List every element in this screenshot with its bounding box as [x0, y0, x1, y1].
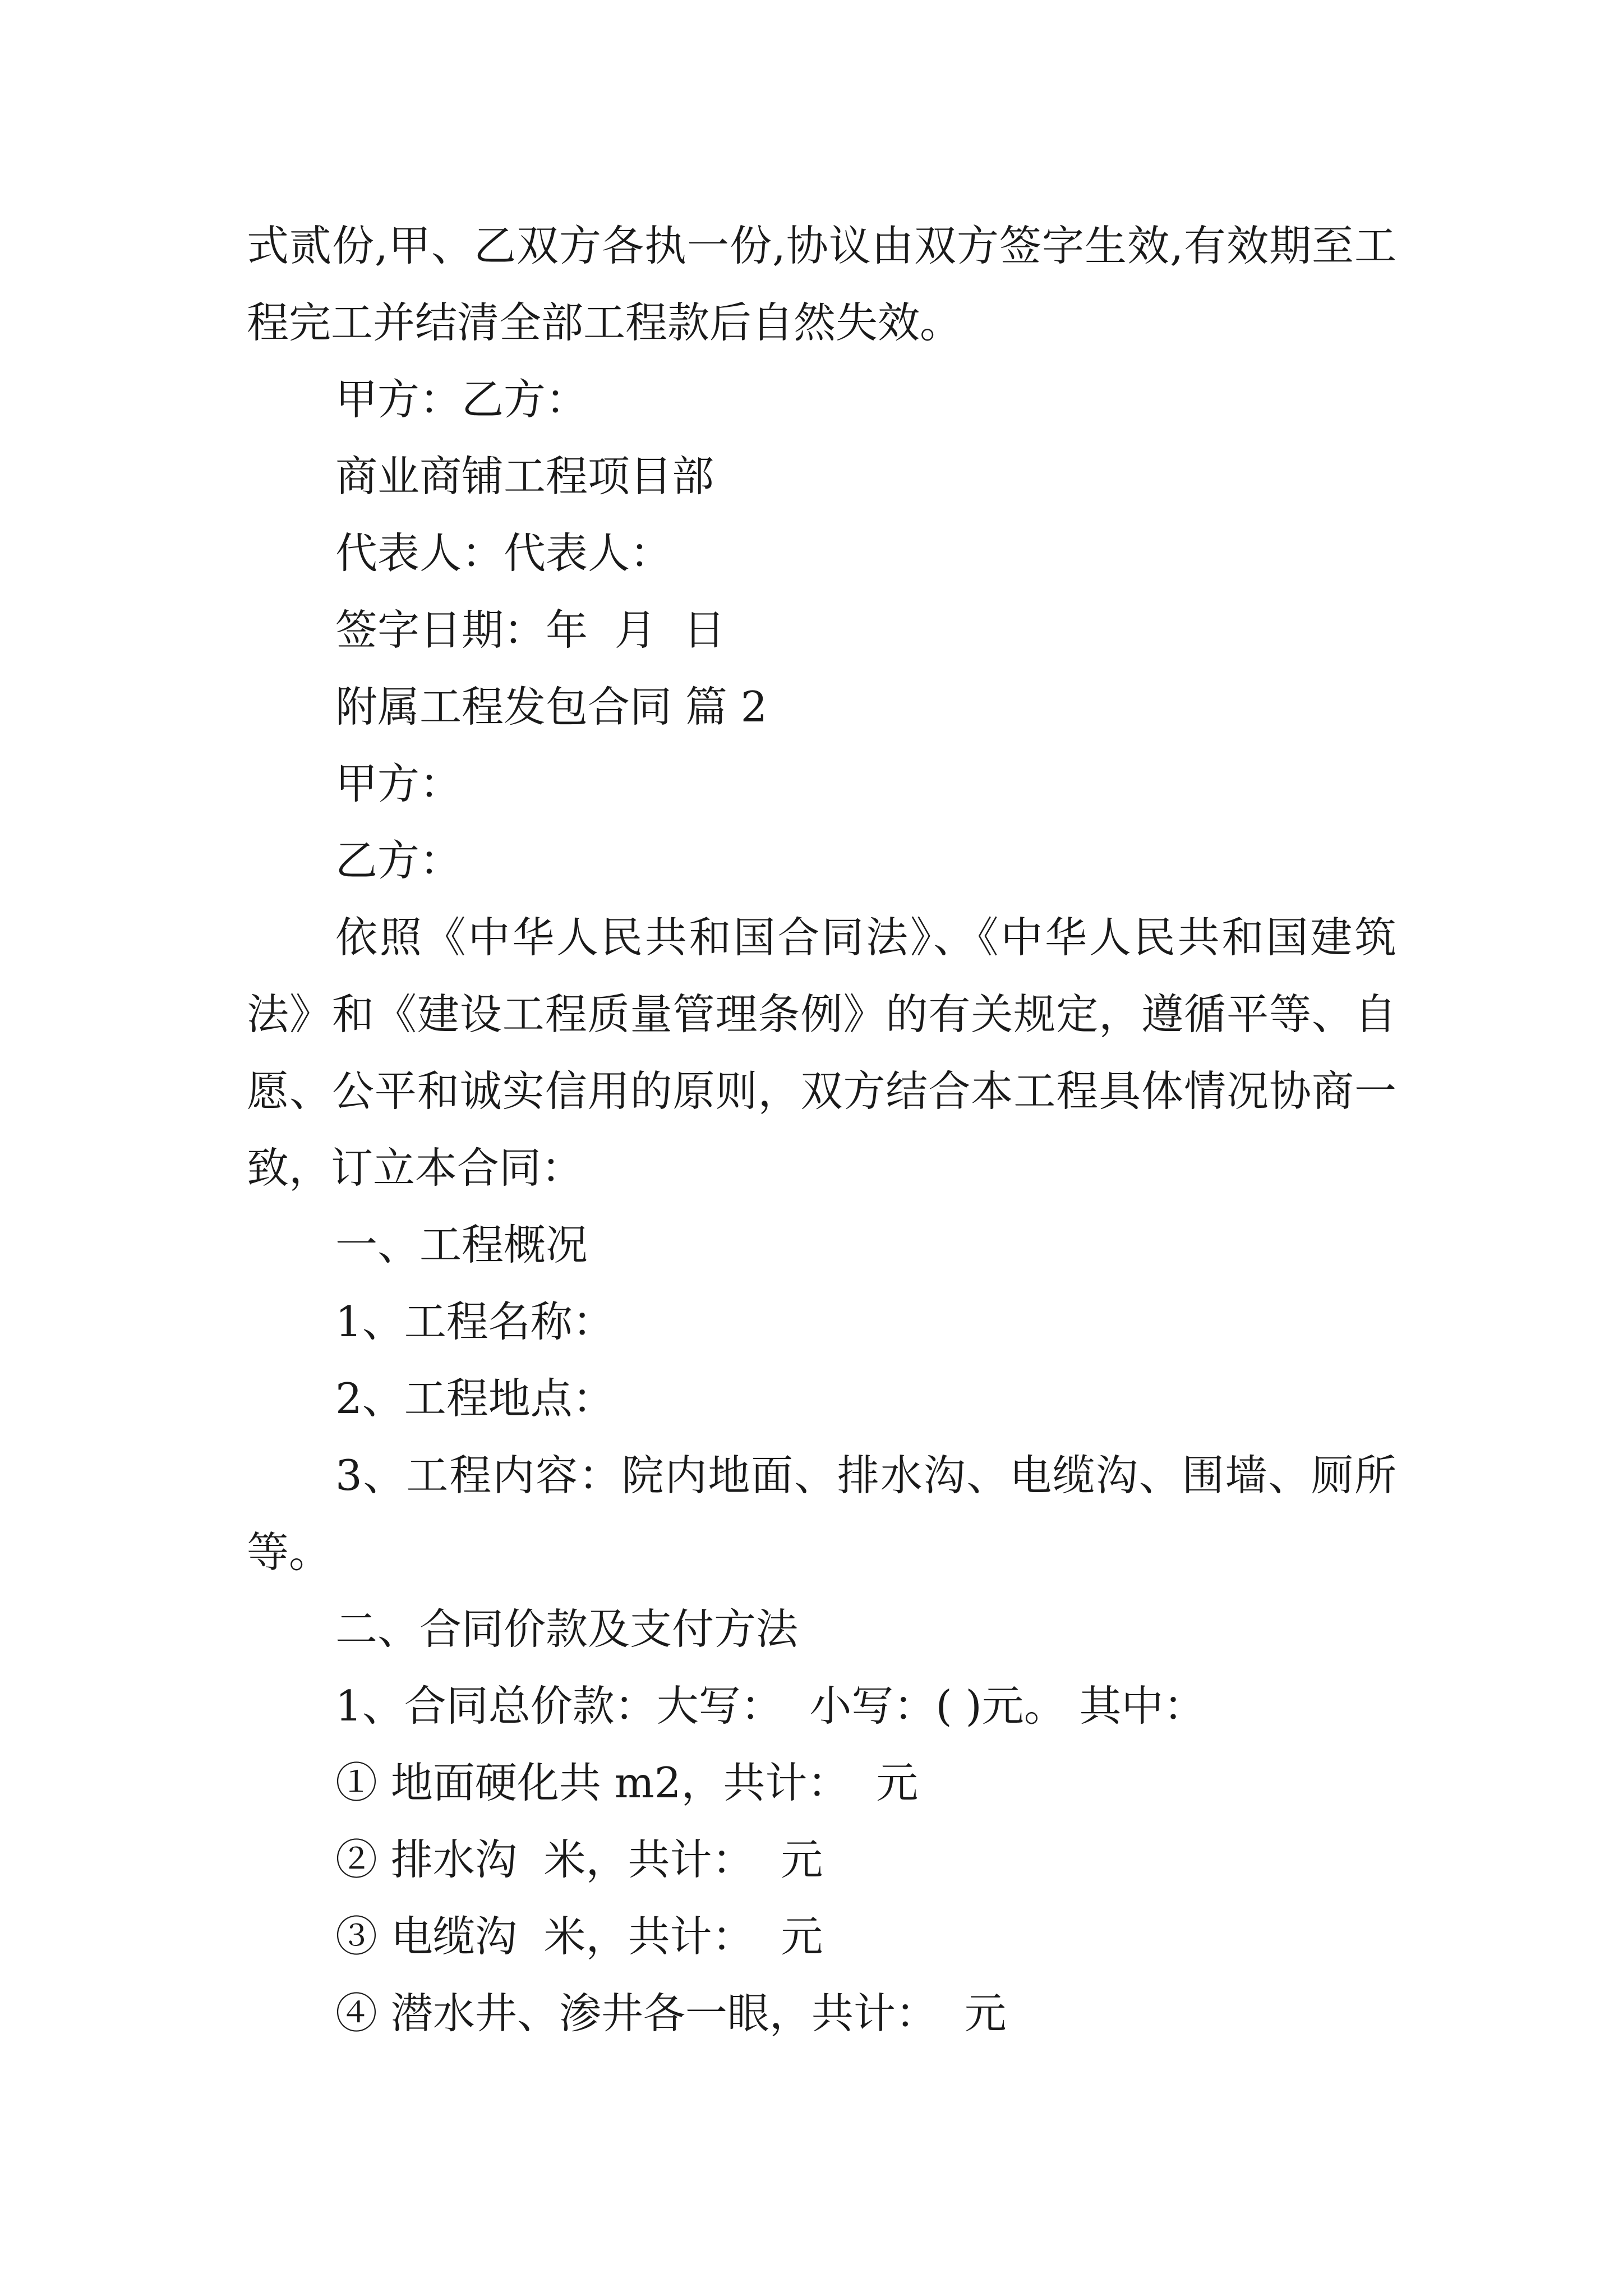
item-project-location: 2、工程地点：	[335, 1374, 615, 1423]
continuation-paragraph: 式贰份,甲、乙双方各执一份,协议由双方签字生效,有效期至工程完工并结清全部工程款后自然失效。	[247, 221, 1396, 347]
representative-line: 代表人：代表人：	[335, 528, 672, 578]
item-project-content: 3、工程内容：院内地面、排水沟、电缆沟、围墙、厕所等。	[247, 1451, 1396, 1577]
sub-item-drainage-ditch: ② 排水沟 米，共计： 元	[335, 1835, 823, 1884]
document-body	[247, 208, 1396, 2052]
sign-date-line: 签字日期：年 月 日	[335, 605, 726, 655]
heading-contract-price: 二、合同价款及支付方法	[335, 1604, 799, 1654]
section-title: 附属工程发包合同 篇 2	[335, 682, 768, 731]
sub-item-ground-hardening: ① 地面硬化共 m2，共计： 元	[335, 1758, 919, 1807]
item-total-price: 1、合同总价款：大写： 小写：( )元。 其中：	[335, 1681, 1206, 1731]
sub-item-cable-trench: ③ 电缆沟 米，共计： 元	[335, 1912, 823, 1961]
sub-item-wells: ④ 潜水井、渗井各一眼，共计： 元	[335, 1989, 1007, 2038]
party-b: 乙方：	[335, 836, 462, 885]
item-project-name: 1、工程名称：	[335, 1297, 615, 1346]
intro-paragraph: 依照《中华人民共和国合同法》、《中华人民共和国建筑法》和《建设工程质量管理条例》的有关规定，遵循平等、自愿、公平和诚实信用的原则，双方结合本工程具体情况协商一致，订立本合同：	[247, 913, 1396, 1193]
heading-project-overview: 一、工程概况	[335, 1220, 588, 1269]
project-department: 商业商铺工程项目部	[335, 452, 714, 501]
party-a: 甲方：	[335, 759, 462, 808]
party-line: 甲方：乙方：	[335, 375, 588, 424]
